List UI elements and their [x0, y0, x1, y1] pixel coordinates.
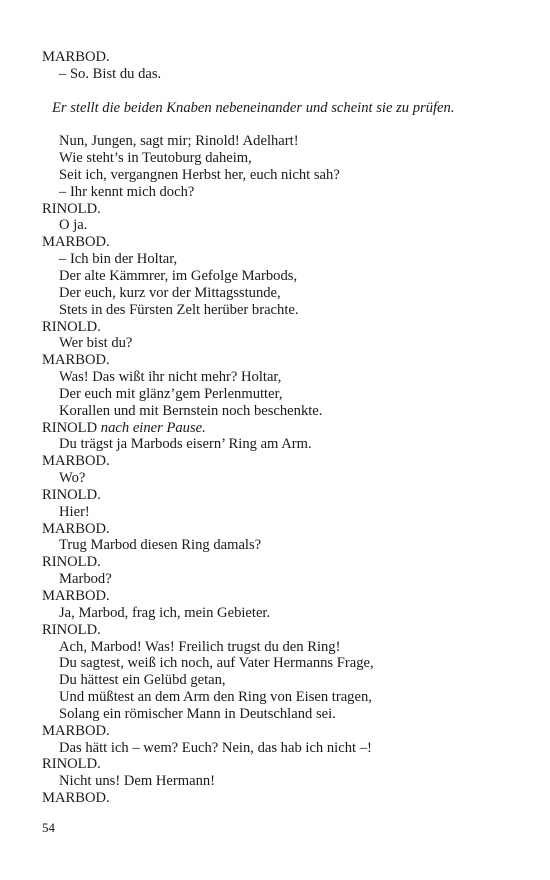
verse-line: Der alte Kämmrer, im Gefolge Marbods,: [59, 267, 298, 284]
speaker-name: RINOLD.: [42, 486, 101, 503]
verse-line: Wer bist du?: [59, 335, 133, 352]
speaker-name: MARBOD.: [42, 453, 110, 470]
verse-line: Der euch, kurz vor der Mittagsstunde,: [59, 284, 281, 301]
inline-stage-direction: nach einer Pause.: [100, 419, 206, 436]
verse-line: Du hättest ein Gelübd getan,: [59, 672, 226, 689]
verse-line: – So. Bist du das.: [59, 65, 162, 82]
verse-line: Marbod?: [59, 571, 112, 588]
verse-line: Nun, Jungen, sagt mir; Rinold! Adelhart!: [59, 133, 299, 150]
verse-line: Seit ich, vergangnen Herbst her, euch nicht sah?: [59, 166, 340, 183]
verse-line: Korallen und mit Bernstein noch beschenkte.: [59, 402, 323, 419]
speaker-name: RINOLD.: [42, 756, 101, 773]
speaker-with-direction: [42, 420, 512, 437]
verse-line: – Ihr kennt mich doch?: [59, 183, 195, 200]
speaker-name: MARBOD.: [42, 790, 110, 807]
speaker-name: RINOLD.: [42, 554, 101, 571]
verse-line: Hier!: [59, 503, 90, 520]
verse-line: Nicht uns! Dem Hermann!: [59, 773, 216, 790]
verse-line: Wie steht’s in Teutoburg daheim,: [59, 150, 252, 167]
verse-line: – Ich bin der Holtar,: [59, 251, 178, 268]
verse-line: Das hätt ich – wem? Euch? Nein, das hab ich nicht –!: [59, 739, 372, 756]
blank-line: [42, 116, 512, 133]
speaker-name: MARBOD.: [42, 722, 110, 739]
speaker-name: MARBOD.: [42, 234, 110, 251]
page-number: 54: [42, 820, 55, 835]
speaker-name: MARBOD.: [42, 588, 110, 604]
speaker-name: RINOLD: [42, 419, 98, 436]
verse-line: Du sagtest, weiß ich noch, auf Vater Hermanns Frage,: [59, 655, 374, 672]
speaker-name: RINOLD.: [42, 621, 101, 638]
speaker-name: RINOLD.: [42, 318, 101, 335]
drama-text: [42, 49, 512, 807]
verse-line: Was! Das wißt ihr nicht mehr? Holtar,: [59, 369, 282, 386]
speaker-name: MARBOD.: [42, 520, 110, 537]
speaker-name: RINOLD.: [42, 200, 101, 217]
speaker-name: MARBOD.: [42, 352, 110, 369]
verse-line: Solang ein römischer Mann in Deutschland sei.: [59, 705, 336, 722]
verse-line: Und müßtest an dem Arm den Ring von Eisen tragen,: [59, 689, 372, 706]
verse-line: Wo?: [59, 470, 86, 487]
speaker-name: MARBOD.: [42, 49, 110, 65]
verse-line: Ja, Marbod, frag ich, mein Gebieter.: [59, 604, 271, 621]
blank-line: [42, 83, 512, 100]
stage-direction: Er stellt die beiden Knaben nebeneinander und scheint sie zu prüfen.: [52, 99, 455, 116]
verse-line: Der euch mit glänz’gem Perlenmutter,: [59, 385, 283, 402]
verse-line: Ach, Marbod! Was! Freilich trugst du den Ring!: [59, 638, 341, 655]
verse-line: Stets in des Fürsten Zelt herüber brachte.: [59, 301, 299, 318]
verse-line: Trug Marbod diesen Ring damals?: [59, 537, 262, 554]
verse-line: O ja.: [59, 217, 88, 234]
verse-line: Du trägst ja Marbods eisern’ Ring am Arm.: [59, 436, 312, 453]
